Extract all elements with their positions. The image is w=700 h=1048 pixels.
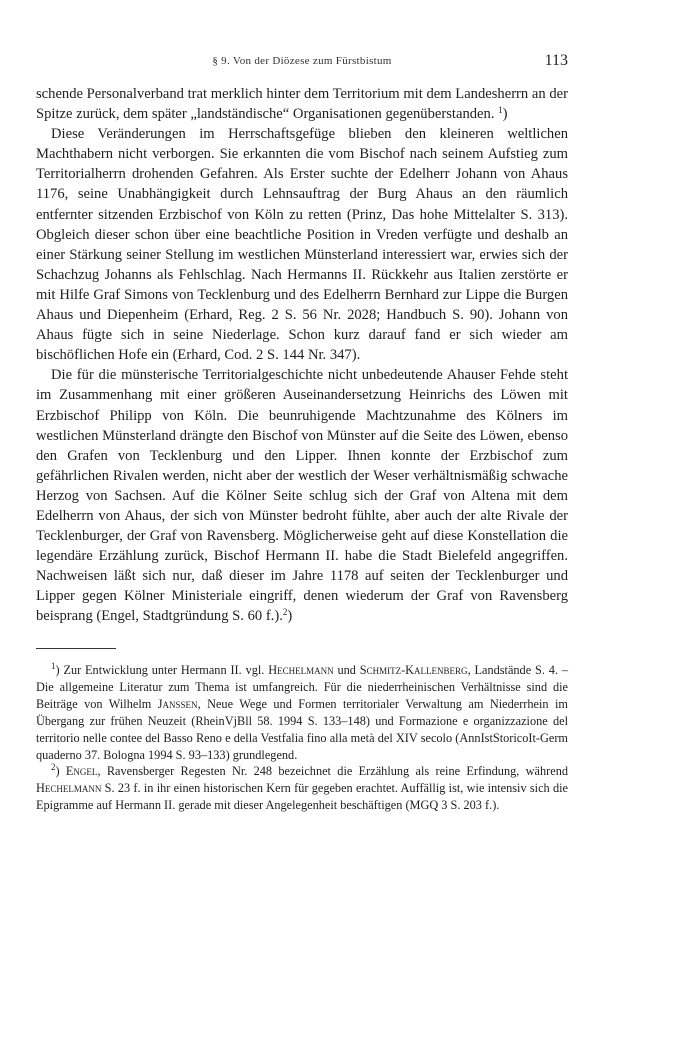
footnote-1-text-a: ) Zur Entwicklung unter Hermann II. vgl. <box>55 663 269 677</box>
author-janssen: Janssen <box>157 696 198 711</box>
author-schmitz-kallenberg: Schmitz-Kallenberg <box>359 663 468 677</box>
footnote-2 <box>36 763 568 814</box>
author-hechelmann: Hechelmann <box>268 663 334 677</box>
paragraph-1-end: ) <box>502 106 508 123</box>
footnote-2-text-c: S. 23 f. in ihr einen historischen Kern für gegeben erachtet. Auffällig ist, wie intensiv sich die Epigramme auf Hermann II. gerade mit dieser Angelegenheit beschäftigen (MGQ 3 S. 203 f.). <box>36 781 568 813</box>
footnote-1-text-c: , Landstände S. 4. – Die allgemeine Literatur zum Thema ist umfangreich. Für die niederrheinischen Verhältnisse sind die Beiträge von Wilhelm <box>36 663 568 711</box>
paragraph-3-end: ) <box>287 608 293 625</box>
footnotes <box>36 662 568 814</box>
author-hechelmann-2: Hechelmann <box>36 781 102 796</box>
paragraph-2: Diese Veränderungen im Herrschaftsgefüge blieben den kleineren weltlichen Machthabern nicht verborgen. Sie erkannten die vom Bischof nach seinem Aufstieg zum Territorialherrn drohenden Gefahren. Als Erster suchte der Edelherr Johann von Ahaus 1176, seine Unabhängigkeit durch Lehnsauftrag der Burg Ahaus an den räumlich entfernter sitzenden Erzbischof von Köln zu retten (Prinz, Das hohe Mittelalter S. 313). Obgleich dieser schon über eine beachtliche Position in Vreden verfügte und deshalb an einer Stärkung seiner Stellung im westlichen Münsterland interessiert war, erwies sich der Schachzug Johanns als Fehlschlag. Nach Hermanns II. Rückkehr aus Italien zerstörte er mit Hilfe Graf Simons von Tecklenburg und des Edelherrn Bernhard zur Lippe die Burgen Ahaus und Diepenheim (Erhard, Reg. 2 S. 56 Nr. 2028; Handbuch S. 90). Johann von Ahaus fügte sich in seine Niederlage. Schon kurz darauf fand er sich wieder am bischöflichen Hofe ein (Erhard, Cod. 2 S. 144 Nr. 347). <box>36 126 568 364</box>
author-engel: Engel <box>65 764 98 779</box>
footnote-2-mark: 2 <box>51 762 56 773</box>
header-title: § 9. Von der Diözese zum Fürstbistum <box>212 55 392 67</box>
paragraph-1-text: schende Personalverband trat merklich hinter dem Territorium mit dem Landesherrn an der Spitze zurück, dem später „landständische“ Organisationen gegenüberstanden. <box>36 86 568 123</box>
paragraph-1 <box>36 84 568 124</box>
footnote-ref-2[interactable]: 2 <box>282 607 288 618</box>
running-header <box>36 52 568 72</box>
page-number: 113 <box>544 52 568 69</box>
body-text <box>36 84 568 627</box>
footnote-2-text-b: , Ravensberger Regesten Nr. 248 bezeichnet die Erzählung als reine Erfindung, während <box>97 764 568 779</box>
footnote-2-text-a: ) <box>55 764 66 779</box>
footnote-1-text-d: , Neue Wege und Formen territorialer Verwaltung am Niederrhein im Übergang zur frühen Neuzeit (RheinVjBll 58. 1994 S. 133–148) und Formazione e organizzazione del territorio nelle contee del Basso Reno e della Vestfalia fino alla metà del XIV secolo (AnnIstStoricoIt-Germ quaderno 37. Bologna 1994 S. 93–133) grundlegend. <box>36 696 568 762</box>
footnote-1 <box>36 662 568 763</box>
footnote-1-mark: 1 <box>51 661 56 671</box>
footnote-divider <box>36 648 116 649</box>
footnote-ref-1[interactable]: 1 <box>498 105 503 116</box>
paragraph-3 <box>36 365 568 626</box>
footnote-1-text-b: und <box>333 663 360 677</box>
paragraph-3-text: Die für die münsterische Territorialgeschichte nicht unbedeutende Ahauser Fehde steht im Zusammenhang mit einer größeren Auseinandersetzung Heinrichs des Löwen mit Erzbischof Philipp von Köln. Die beunruhigende Machtzunahme des Kölners im westlichen Münsterland drängte den Bischof von Münster auf die Seite des Löwen, ebenso den Grafen von Tecklenburg und den Lipper. Ihnen konnte der Erzbischof zum gefährlichen Rivalen werden, nicht aber der westlich der Weser verhältnismäßig schwache Herzog von Sachsen. Auf die Kölner Seite schlug sich der Graf von Altena mit dem Edelherrn von Ahaus, der sich von Münster bedroht fühlte, aber auch der alte Rivale der Tecklenburger, der Graf von Ravensberg. Möglicherweise geht auf diese Konstellation die legendäre Erzählung zurück, Bischof Hermann II. habe die Stadt Bielefeld angegriffen. Nachweisen läßt sich nur, daß dieser im Jahre 1178 auf seiten der Tecklenburger und Lipper gegen Kölner Ministeriale eingriff, denen wiederum der Graf von Ravensberg beisprang (Engel, Stadtgründung S. 60 f.). <box>36 367 568 625</box>
